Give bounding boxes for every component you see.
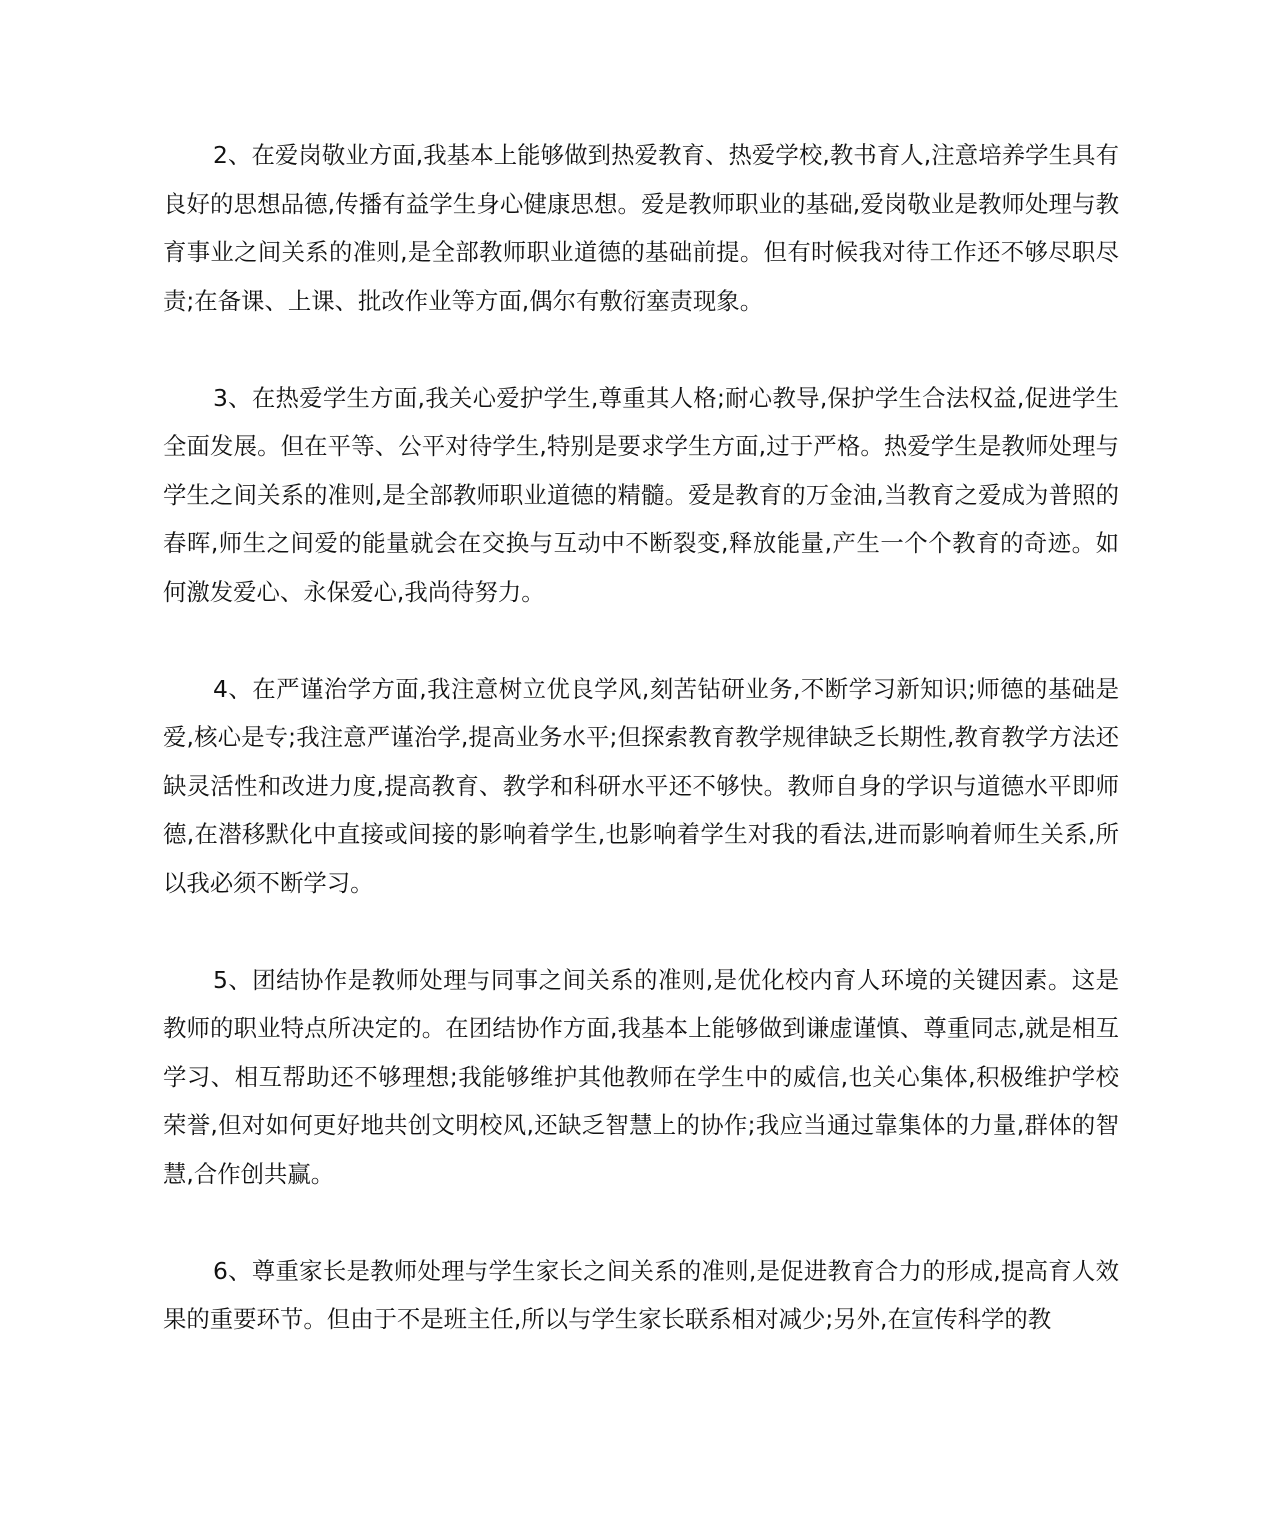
document-body: [163, 131, 1119, 1344]
paragraph-item-5: 5、团结协作是教师处理与同事之间关系的准则,是优化校内育人环境的关键因素。这是教师的职业特点所决定的。在团结协作方面,我基本上能够做到谦虚谨慎、尊重同志,就是相互学习、相互帮助还不够理想;我能够维护其他教师在学生中的威信,也关心集体,积极维护学校荣誉,但对如何更好地共创文明校风,还缺乏智慧上的协作;我应当通过靠集体的力量,群体的智慧,合作创共赢。: [163, 965, 1119, 1188]
paragraph-item-4: 4、在严谨治学方面,我注意树立优良学风,刻苦钻研业务,不断学习新知识;师德的基础是爱,核心是专;我注意严谨治学,提高业务水平;但探索教育教学规律缺乏长期性,教育教学方法还缺灵活性和改进力度,提高教育、教学和科研水平还不够快。教师自身的学识与道德水平即师德,在潜移默化中直接或间接的影响着学生,也影响着学生对我的看法,进而影响着师生关系,所以我必须不断学习。: [163, 674, 1119, 897]
paragraph-item-3: 3、在热爱学生方面,我关心爱护学生,尊重其人格;耐心教导,保护学生合法权益,促进学生全面发展。但在平等、公平对待学生,特别是要求学生方面,过于严格。热爱学生是教师处理与学生之间关系的准则,是全部教师职业道德的精髓。爱是教育的万金油,当教育之爱成为普照的春晖,师生之间爱的能量就会在交换与互动中不断裂变,释放能量,产生一个个教育的奇迹。如何激发爱心、永保爱心,我尚待努力。: [163, 383, 1119, 606]
paragraph-item-6: 6、尊重家长是教师处理与学生家长之间关系的准则,是促进教育合力的形成,提高育人效果的重要环节。但由于不是班主任,所以与学生家长联系相对减少;另外,在宣传科学的教: [163, 1256, 1119, 1333]
paragraph-item-2: 2、在爱岗敬业方面,我基本上能够做到热爱教育、热爱学校,教书育人,注意培养学生具有良好的思想品德,传播有益学生身心健康思想。爱是教师职业的基础,爱岗敬业是教师处理与教育事业之间关系的准则,是全部教师职业道德的基础前提。但有时候我对待工作还不够尽职尽责;在备课、上课、批改作业等方面,偶尔有敷衍塞责现象。: [163, 141, 1119, 315]
